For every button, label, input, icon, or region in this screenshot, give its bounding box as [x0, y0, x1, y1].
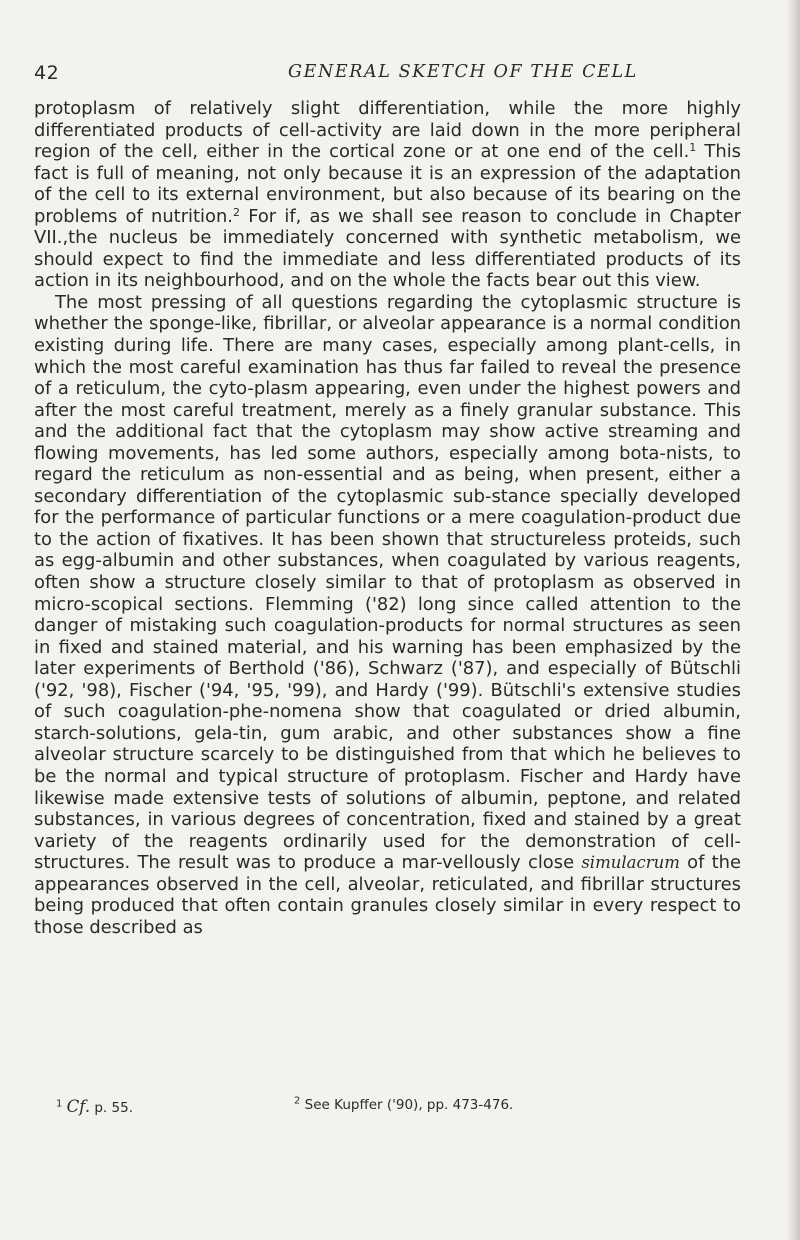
paragraph-1-text-b: This fact is full of meaning, not only because it is an expression of the adaptation of the cell to its external environment, but also because of its bearing on the problems of nutrition. [34, 141, 741, 227]
footnote-ref-1: 1 [689, 141, 697, 155]
body-text [34, 98, 741, 938]
page-number: 42 [34, 62, 60, 84]
page-header [34, 62, 734, 86]
paragraph-1-text-a: protoplasm of relatively slight differentiation, while the more highly differentiated products of cell-activity are laid down in the more peripheral region of the cell, either in the cortical zone or at one end of the cell. [34, 98, 741, 163]
footnote-1-mark: 1 [56, 1098, 63, 1110]
paragraph-1-text-c: For if, as we shall see reason to conclude in Chapter VII.,the nucleus be immediately concerned with synthetic metabolism, we should expect to find the immediate and less differentiated products of its action in its neighbourhood, and on the whole the facts bear out this view. [34, 205, 741, 292]
footnote-1-text: p. 55. [94, 1100, 133, 1116]
running-title: GENERAL SKETCH OF THE CELL [288, 62, 638, 82]
footnote-2-mark: 2 [294, 1095, 301, 1107]
paragraph-2-text-a: The most pressing of all questions regarding the cytoplasmic structure is whether the sponge-like, fibrillar, or alveolar appearance is a normal condition existing during life. There are many cases, especially among plant-cells, in which the most careful examination has thus far failed to reveal the presence of a reticulum, the cyto-plasm appearing, even under the highest powers and after the most careful treatment, merely as a finely granular substance. This and the additional fact that the cytoplasm may show active streaming and flowing movements, has led some authors, especially among bota-nists, to regard the reticulum as non-essential and as being, when present, either a secondary differentiation of the cytoplasmic sub-stance specially developed for the performance of particular functions or a mere coagulation-product due to the action of fixatives. It has been shown that structureless proteids, such as egg-albumin and other substances, when coagulated by various reagents, often show a structure closely similar to that of protoplasm as observed in micro-scopical sections. Flemming ('82) long since called attention to the danger of mistaking such coagulation-products for normal structures as seen in fixed and stained material, and his warning has been emphasized by the later experiments of Berthold ('86), Schwarz ('87), and especially of Bütschli ('92, '98), Fischer ('94, '95, '99), and Hardy ('99). Bütschli's extensive studies of such coagulation-phe-nomena show that coagulated or dried albumin, starch-solutions, gela-tin, gum arabic, and other substances show a fine alveolar structure scarcely to be distinguished from that which he believes to be the normal and typical structure of protoplasm. Fischer and Hardy have likewise made extensive tests of solutions of albumin, peptone, and related substances, in various degrees of concentration, fixed and stained by a great variety of the reagents ordinarily used for the demonstration of cell-structures. The result was to produce a mar-vellously close [34, 291, 741, 874]
footnote-1-italic: Cf. [66, 1097, 91, 1116]
italic-term: simulacrum [581, 853, 680, 873]
footnote-1 [56, 1097, 133, 1116]
page-edge-shadow [786, 0, 800, 1240]
paragraph-2-text-b: of the appearances observed in the cell, alveolar, reticulated, and fibrillar structures being produced that often contain granules closely similar in every respect to those described as [34, 852, 741, 938]
paragraph-2 [34, 292, 741, 938]
footnote-ref-2: 2 [232, 205, 240, 219]
paragraph-1 [34, 98, 741, 292]
footnote-2-text: See Kupffer ('90), pp. 473-476. [304, 1097, 514, 1113]
footnote-2 [294, 1097, 513, 1113]
